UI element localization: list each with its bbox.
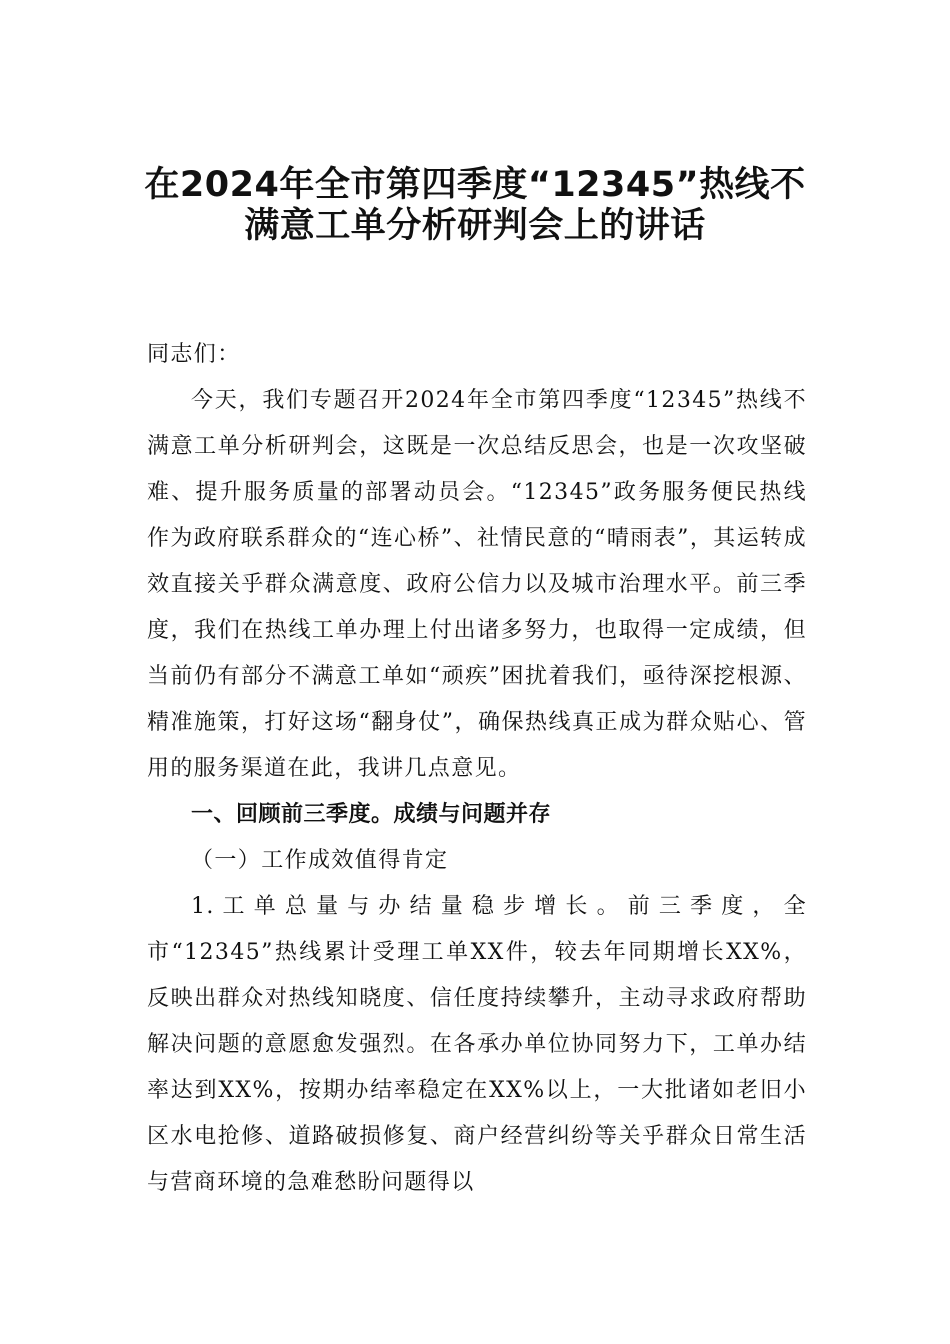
subsection-heading-1: （一）工作成效值得肯定 bbox=[191, 848, 449, 873]
item-1-paragraph: 1.工单总量与办结量稳步增长。前三季度，全市“12345”热线累计受理工单XX件，较去年同期增长XX%，反映出群众对热线知晓度、信任度持续攀升，主动寻求政府帮助解决问题的意愿愈发强烈。在各承办单位协同努力下，工单办结率达到XX%，按期办结率稳定在XX%以上，一大批诸如老旧小区水电抢修、道路破损修复、商户经营纠纷等关乎群众日常生活与营商环境的急难愁盼问题得以 bbox=[147, 894, 807, 1195]
section-heading-1: 一、回顾前三季度。成绩与问题并存 bbox=[191, 802, 552, 827]
document-body bbox=[147, 332, 807, 1206]
document-title-line-1: 在2024年全市第四季度“12345”热线不 bbox=[144, 165, 806, 205]
document-title-line-2: 满意工单分析研判会上的讲话 bbox=[244, 206, 706, 246]
intro-paragraph: 今天，我们专题召开2024年全市第四季度“12345”热线不满意工单分析研判会，这既是一次总结反思会，也是一次攻坚破难、提升服务质量的部署动员会。“12345”政务服务便民热线作为政府联系群众的“连心桥”、社情民意的“晴雨表”，其运转成效直接关乎群众满意度、政府公信力以及城市治理水平。前三季度，我们在热线工单办理上付出诸多努力，也取得一定成绩，但当前仍有部分不满意工单如“顽疾”困扰着我们，亟待深挖根源、精准施策，打好这场“翻身仗”，确保热线真正成为群众贴心、管用的服务渠道在此，我讲几点意见。 bbox=[147, 388, 807, 781]
salutation: 同志们： bbox=[147, 342, 241, 367]
